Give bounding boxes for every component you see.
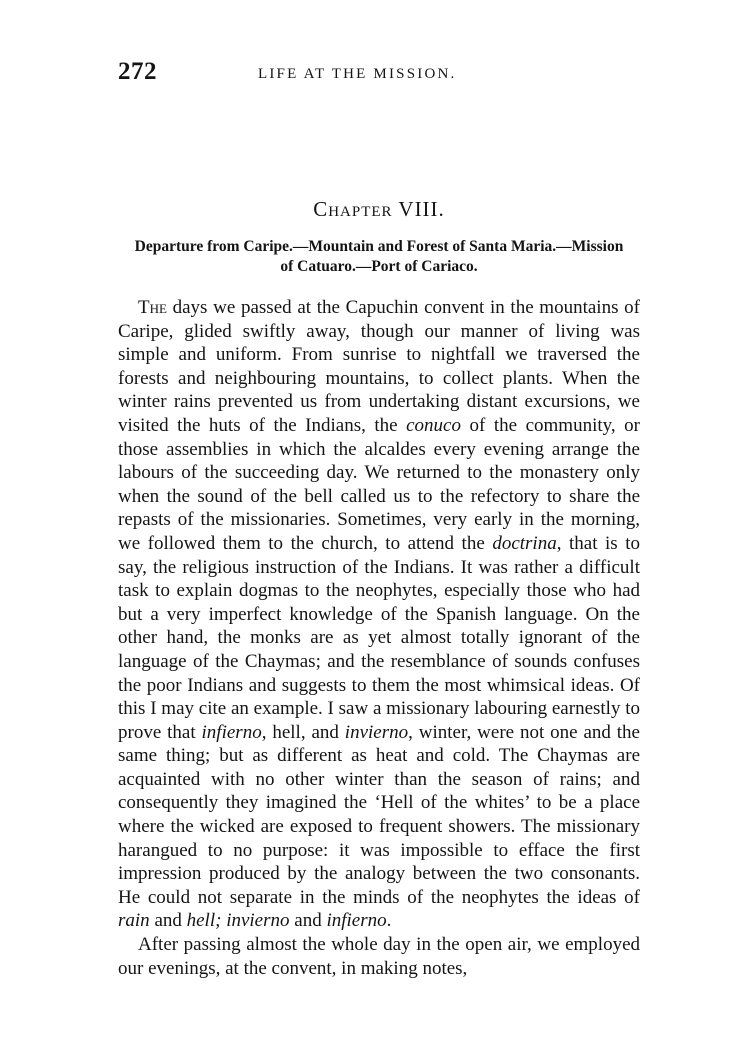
paragraph-2: After passing almost the whole day in the open air, we employed our evenings, at the convent, in making notes, xyxy=(118,934,640,979)
paragraph-1-text: , that is to say, the religious instruction of the Indians. It was rather a difficult task to explain dogmas to the neophytes, especially those who had but a very imperfect knowledge of the Spanish language. On the other hand, the monks are as yet almost totally ignorant of the language of the Chaymas; and the resemblance of sounds confuses the poor Indians and suggests to them the most whimsical ideas. Of this I may cite an example. I saw a missionary labouring earnestly to prove that xyxy=(118,532,640,743)
chapter-summary-line-2: of Catuaro.—Port of Cariaco. xyxy=(280,258,478,275)
chapter-summary-line-1: Departure from Caripe.—Mountain and Forest of Santa Maria.—Mission xyxy=(134,238,624,255)
paragraph-1-text: days we passed at the Capuchin convent in the mountains of Caripe, glided swiftly away, though our manner of living was simple and uniform. From sunrise to nightfall we traversed the forests and neighbouring mountains, to collect plants. When the winter rains prevented us from undertaking distant excursions, we visited the huts of the Indians, the xyxy=(118,297,640,436)
paragraph-1-text: of the community, or those assemblies in which the alcaldes every evening arrange the labours of the succeeding day. We returned to the monastery only when the sound of the bell called us to the refectory to share the repasts of the missionaries. Sometimes, very early in the morning, we followed them to the church, to attend the xyxy=(118,414,641,554)
italic-term: invierno xyxy=(344,721,409,743)
italic-term: hell; invierno xyxy=(186,910,290,932)
body-text xyxy=(118,296,640,980)
paragraph-1-first-word: The xyxy=(138,297,167,318)
paragraph-1 xyxy=(118,296,640,933)
chapter-summary xyxy=(118,237,640,277)
paragraph-1-text: , winter, were not one and the same thing; but as different as heat and cold. The Chaymas are acquainted with no other winter than the season of rains; and consequently they imagined the ‘Hell of the whites’ to be a place where the wicked are exposed to frequent showers. The missionary harangued to no purpose: it was impossible to efface the first impression produced by the analogy between the two consonants. He could not separate in the minds of the neophytes the ideas of xyxy=(118,721,640,908)
paragraph-1-text: and xyxy=(289,910,327,932)
running-title: LIFE AT THE MISSION. xyxy=(258,66,457,82)
paragraph-1-text: and xyxy=(149,910,187,932)
paragraph-1-text: . xyxy=(386,910,392,932)
italic-term: rain xyxy=(118,910,150,932)
italic-term: doctrina xyxy=(492,532,557,554)
running-head xyxy=(118,58,640,90)
page-number: 272 xyxy=(118,58,157,85)
italic-term: infierno xyxy=(326,910,387,932)
italic-term: infierno xyxy=(201,721,262,743)
chapter-title: Chapter VIII. xyxy=(313,197,445,221)
paragraph-1-text: , hell, and xyxy=(261,721,345,743)
italic-term: conuco xyxy=(406,414,461,436)
